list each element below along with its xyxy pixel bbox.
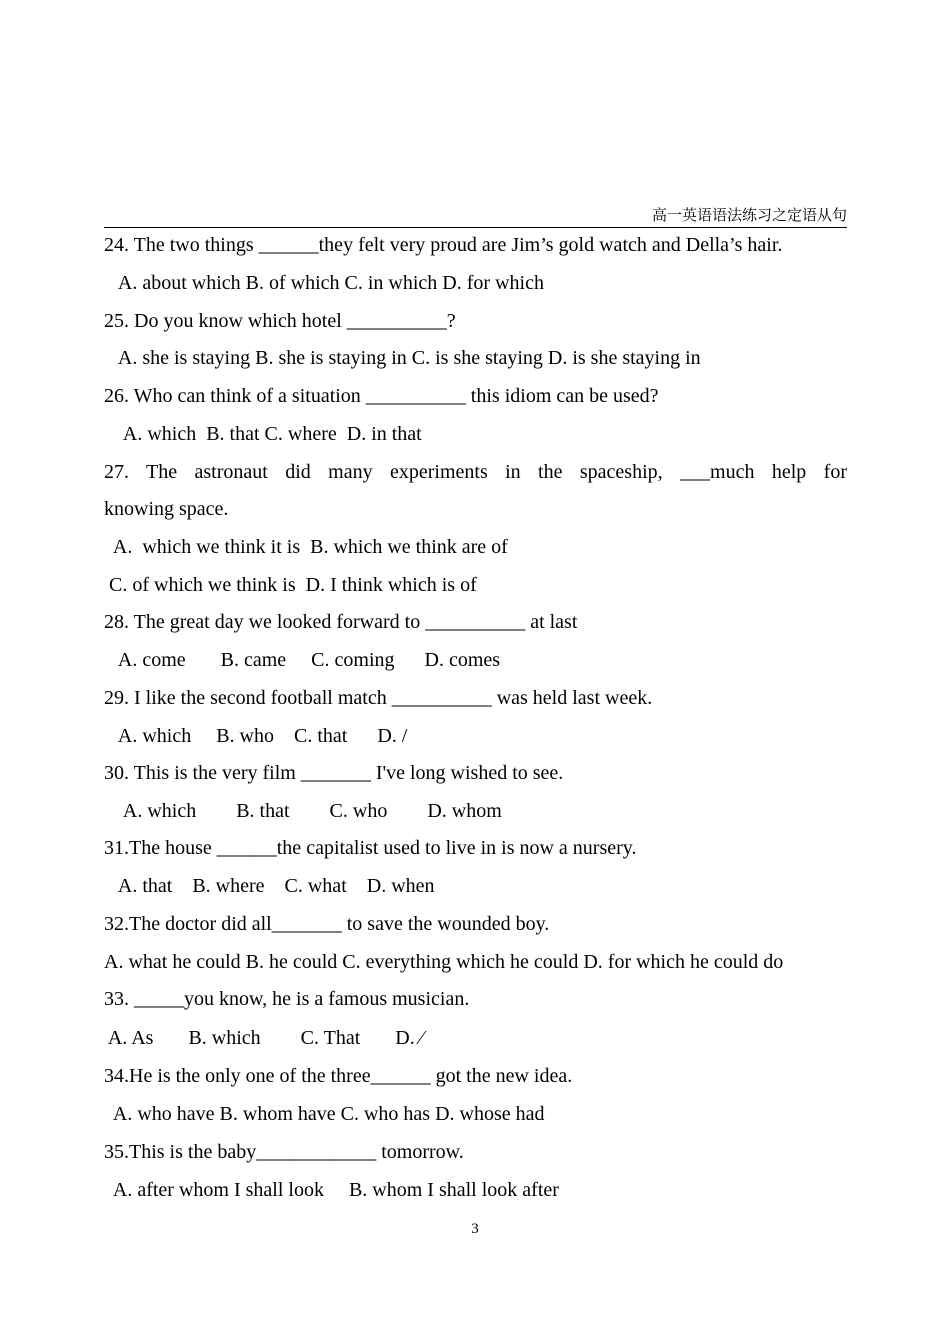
options-33: A. As B. which C. That D. ∕	[104, 1027, 424, 1049]
options-29: A. which B. who C. that D. /	[104, 725, 408, 747]
question-28: 28. The great day we looked forward to __________ at last	[104, 611, 578, 633]
question-24: 24. The two things ______they felt very proud are Jim’s gold watch and Della’s hair.	[104, 234, 783, 256]
page-header	[104, 207, 847, 228]
page-number: 3	[471, 1221, 479, 1237]
options-24: A. about which B. of which C. in which D. for which	[104, 272, 544, 294]
options-27-b: C. of which we think is D. I think which is of	[104, 574, 477, 596]
options-30: A. which B. that C. who D. whom	[104, 800, 502, 822]
options-25: A. she is staying B. she is staying in C. is she staying D. is she staying in	[104, 347, 701, 369]
question-35: 35.This is the baby____________ tomorrow.	[104, 1141, 464, 1163]
options-34: A. who have B. whom have C. who has D. whose had	[104, 1103, 545, 1125]
options-35: A. after whom I shall look B. whom I shall look after	[104, 1179, 559, 1201]
question-27-cont: knowing space.	[104, 498, 229, 520]
question-26: 26. Who can think of a situation __________ this idiom can be used?	[104, 385, 659, 407]
options-27-a: A. which we think it is B. which we think are of	[104, 536, 508, 558]
question-34: 34.He is the only one of the three______ got the new idea.	[104, 1065, 573, 1087]
question-30: 30. This is the very film _______ I've long wished to see.	[104, 762, 564, 784]
options-31: A. that B. where C. what D. when	[104, 875, 435, 897]
options-32: A. what he could B. he could C. everything which he could D. for which he could do	[104, 951, 784, 973]
question-27: 27. The astronaut did many experiments in the spaceship, ___much help for	[104, 461, 847, 483]
question-32: 32.The doctor did all_______ to save the wounded boy.	[104, 913, 550, 935]
question-31: 31.The house ______the capitalist used to live in is now a nursery.	[104, 837, 637, 859]
header-title: 高一英语语法练习之定语从句	[651, 208, 847, 224]
question-25: 25. Do you know which hotel __________?	[104, 310, 456, 332]
options-26: A. which B. that C. where D. in that	[104, 423, 422, 445]
question-33: 33. _____you know, he is a famous musician.	[104, 988, 470, 1010]
question-29: 29. I like the second football match __________ was held last week.	[104, 687, 653, 709]
options-28: A. come B. came C. coming D. comes	[104, 649, 501, 671]
